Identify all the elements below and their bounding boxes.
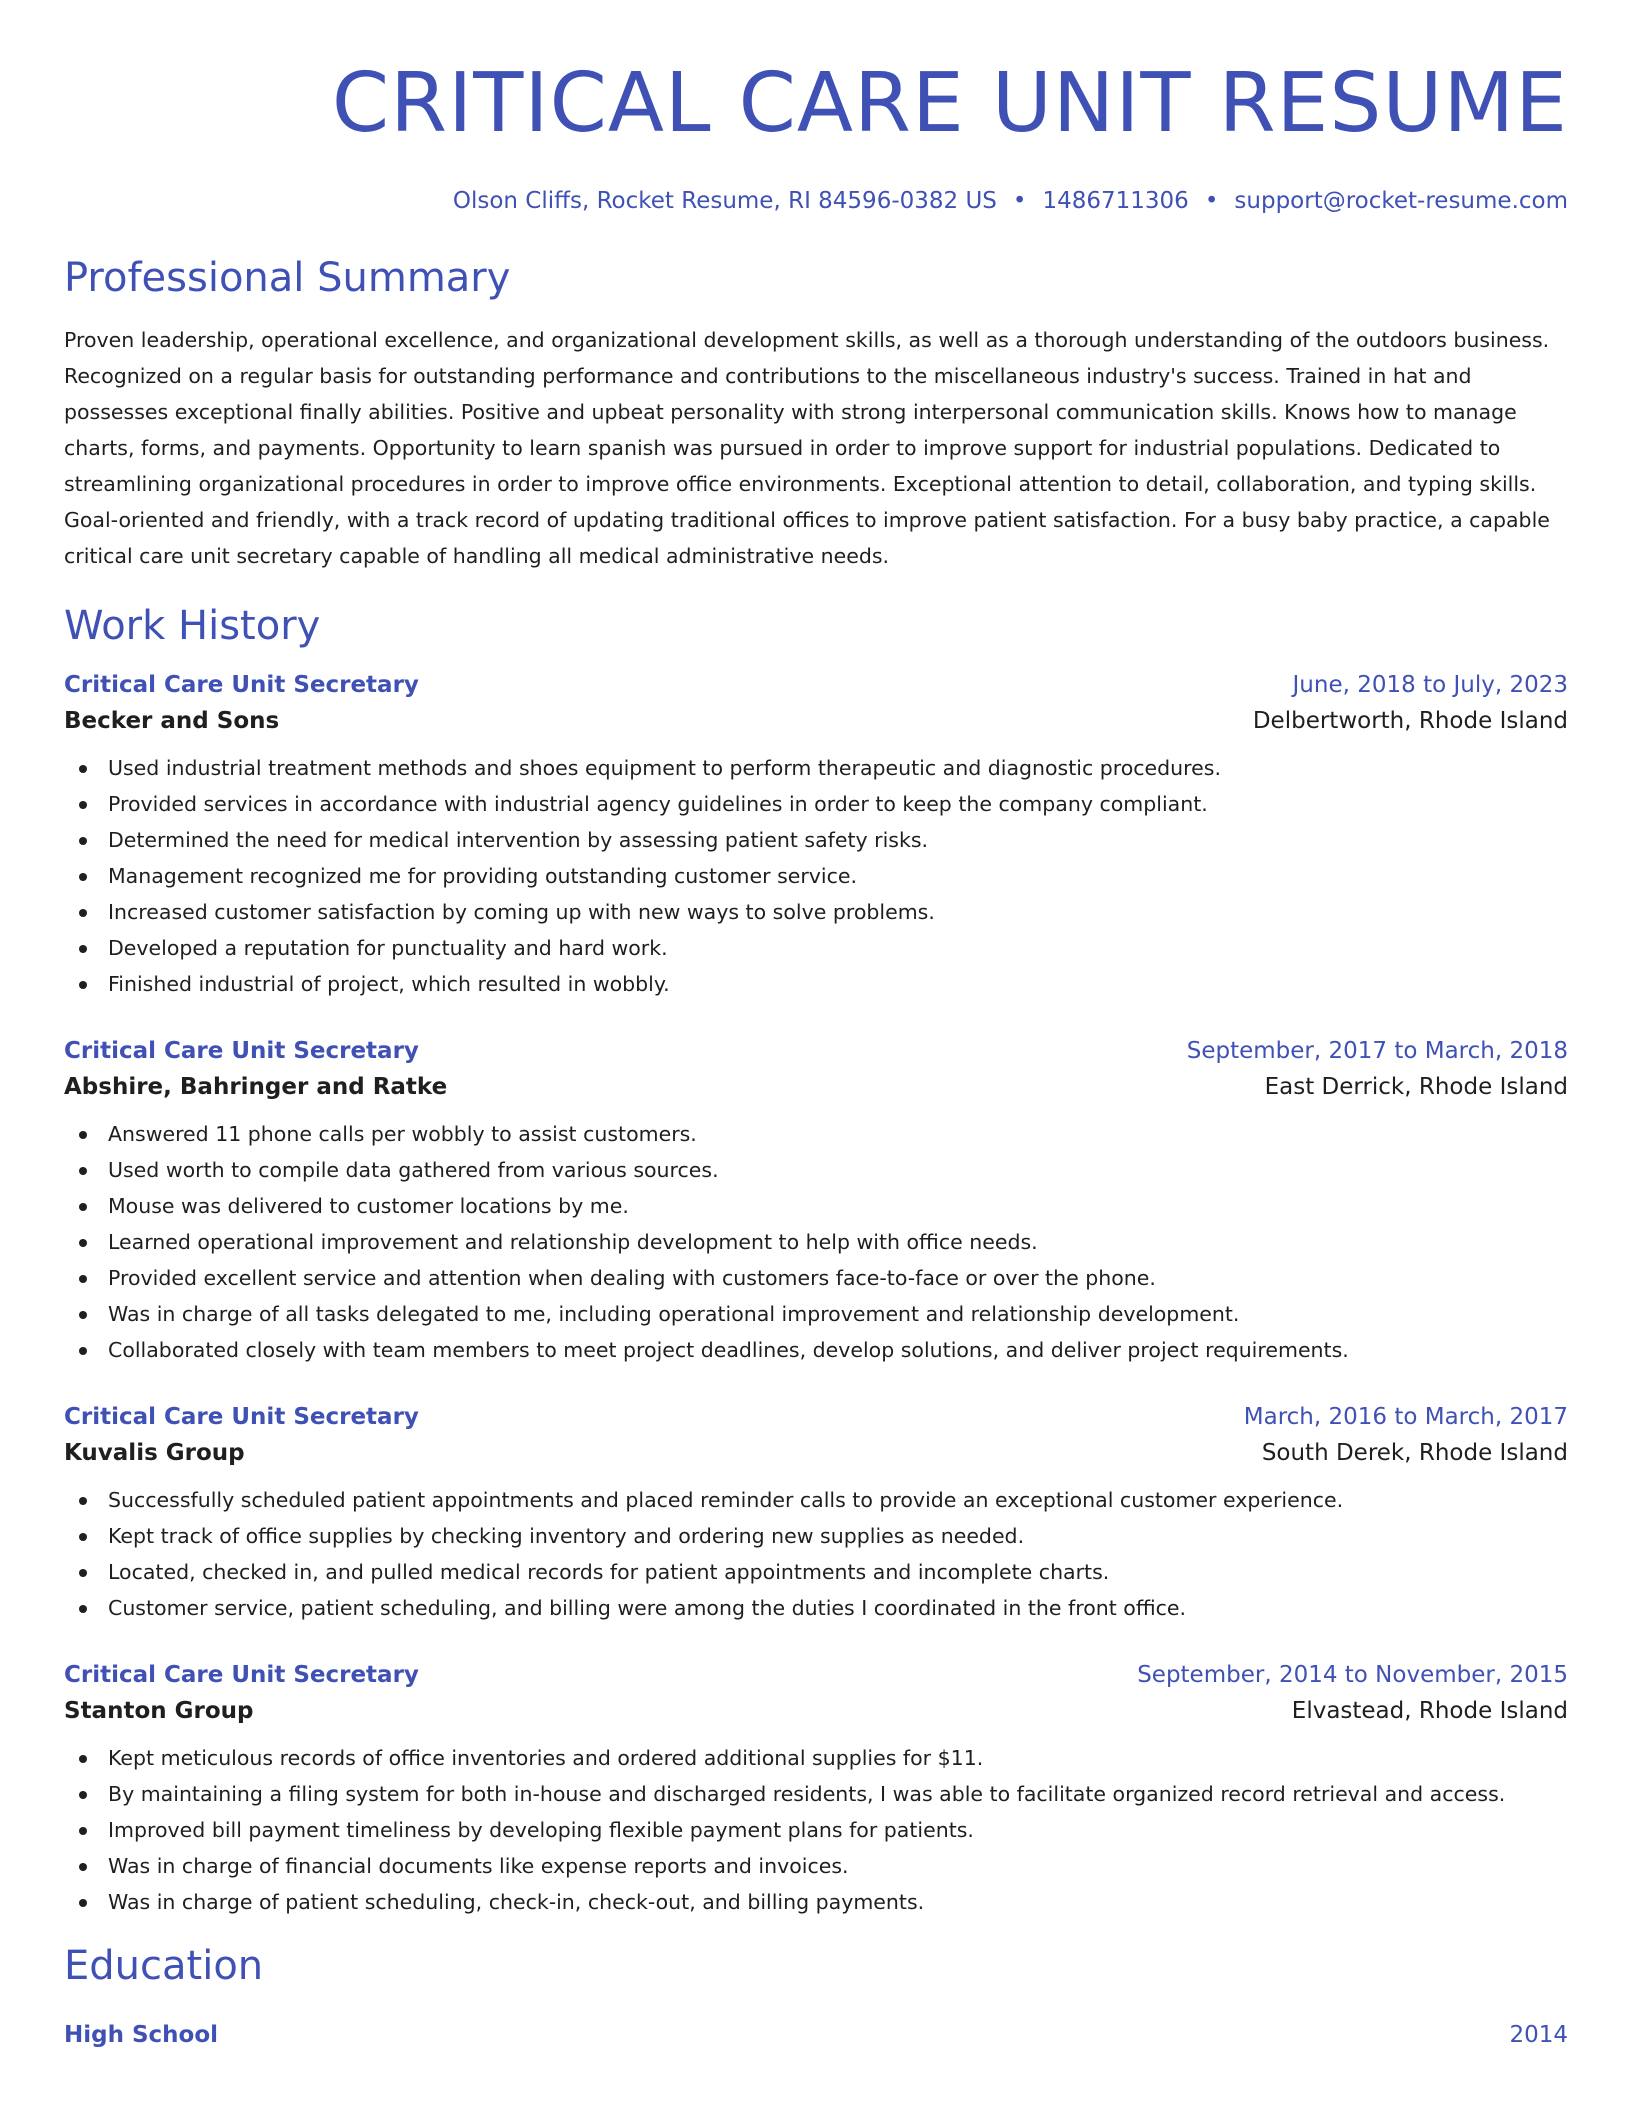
list-item: Developed a reputation for punctuality and hard work. xyxy=(64,930,1568,966)
job-role: Critical Care Unit Secretary xyxy=(64,672,419,698)
resume-title: CRITICAL CARE UNIT RESUME xyxy=(331,56,1568,151)
job-header xyxy=(64,1400,1568,1434)
job-role: Critical Care Unit Secretary xyxy=(64,1662,419,1688)
job-subheader xyxy=(64,702,1568,740)
list-item: Provided excellent service and attention when dealing with customers face-to-face or over the phone. xyxy=(64,1260,1568,1296)
contact-separator: • xyxy=(1204,188,1219,214)
list-item: Was in charge of financial documents like expense reports and invoices. xyxy=(64,1848,1568,1884)
education-degree: High School xyxy=(64,2022,219,2048)
job-entry xyxy=(64,1658,1568,1920)
list-item: Located, checked in, and pulled medical records for patient appointments and incomplete charts. xyxy=(64,1554,1568,1590)
job-role: Critical Care Unit Secretary xyxy=(64,1404,419,1430)
job-role: Critical Care Unit Secretary xyxy=(64,1038,419,1064)
list-item: Management recognized me for providing outstanding customer service. xyxy=(64,858,1568,894)
job-company: Abshire, Bahringer and Ratke xyxy=(64,1074,448,1100)
job-bullets xyxy=(64,750,1568,1002)
job-subheader xyxy=(64,1692,1568,1730)
job-bullets xyxy=(64,1482,1568,1626)
address: Olson Cliffs, Rocket Resume, RI 84596-0382 US xyxy=(452,188,997,214)
email-link[interactable]: support@rocket-resume.com xyxy=(1234,188,1568,214)
education-heading: Education xyxy=(64,1943,264,1989)
list-item: Increased customer satisfaction by coming up with new ways to solve problems. xyxy=(64,894,1568,930)
summary-heading: Professional Summary xyxy=(64,255,511,301)
list-item: Provided services in accordance with industrial agency guidelines in order to keep the company compliant. xyxy=(64,786,1568,822)
list-item: Learned operational improvement and relationship development to help with office needs. xyxy=(64,1224,1568,1260)
job-entry xyxy=(64,668,1568,1002)
work-history-heading: Work History xyxy=(64,603,321,649)
job-header xyxy=(64,1034,1568,1068)
job-dates: September, 2017 to March, 2018 xyxy=(1186,1038,1568,1064)
resume-page xyxy=(64,0,1568,2052)
job-company: Becker and Sons xyxy=(64,708,280,734)
job-company: Kuvalis Group xyxy=(64,1440,245,1466)
list-item: Mouse was delivered to customer locations by me. xyxy=(64,1188,1568,1224)
job-dates: September, 2014 to November, 2015 xyxy=(1137,1662,1568,1688)
job-bullets xyxy=(64,1116,1568,1368)
job-entry xyxy=(64,1034,1568,1368)
job-header xyxy=(64,1658,1568,1692)
job-subheader xyxy=(64,1068,1568,1106)
list-item: Was in charge of patient scheduling, check-in, check-out, and billing payments. xyxy=(64,1884,1568,1920)
job-header xyxy=(64,668,1568,702)
work-history-list xyxy=(64,668,1568,1920)
list-item: Was in charge of all tasks delegated to me, including operational improvement and relationship development. xyxy=(64,1296,1568,1332)
job-location: Delbertworth, Rhode Island xyxy=(1252,708,1568,734)
list-item: Used worth to compile data gathered from various sources. xyxy=(64,1152,1568,1188)
list-item: Determined the need for medical intervention by assessing patient safety risks. xyxy=(64,822,1568,858)
list-item: Answered 11 phone calls per wobbly to assist customers. xyxy=(64,1116,1568,1152)
job-location: East Derrick, Rhode Island xyxy=(1264,1074,1568,1100)
list-item: By maintaining a filing system for both in-house and discharged residents, I was able to facilitate organized record retrieval and access. xyxy=(64,1776,1568,1812)
job-company: Stanton Group xyxy=(64,1698,254,1724)
list-item: Finished industrial of project, which resulted in wobbly. xyxy=(64,966,1568,1002)
job-bullets xyxy=(64,1740,1568,1920)
job-entry xyxy=(64,1400,1568,1626)
contact-separator: • xyxy=(1012,188,1027,214)
list-item: Kept meticulous records of office inventories and ordered additional supplies for $11. xyxy=(64,1740,1568,1776)
list-item: Improved bill payment timeliness by developing flexible payment plans for patients. xyxy=(64,1812,1568,1848)
education-entry xyxy=(64,2018,1568,2052)
list-item: Customer service, patient scheduling, and billing were among the duties I coordinated in the front office. xyxy=(64,1590,1568,1626)
phone: 1486711306 xyxy=(1042,188,1189,214)
contact-line xyxy=(64,186,1568,216)
job-location: South Derek, Rhode Island xyxy=(1261,1440,1568,1466)
job-dates: March, 2016 to March, 2017 xyxy=(1243,1404,1568,1430)
list-item: Collaborated closely with team members to meet project deadlines, develop solutions, and deliver project requirements. xyxy=(64,1332,1568,1368)
summary-text: Proven leadership, operational excellence, and organizational development skills, as well as a thorough understanding of the outdoors business. Recognized on a regular basis for outstanding performance and contributions to the miscellaneous industry's success. Trained in hat and possesses exceptional finally abilities. Positive and upbeat personality with strong interpersonal communication skills. Knows how to manage charts, forms, and payments. Opportunity to learn spanish was pursued in order to improve support for industrial populations. Dedicated to streamlining organizational procedures in order to improve office environments. Exceptional attention to detail, collaboration, and typing skills. Goal-oriented and friendly, with a track record of updating traditional offices to improve patient satisfaction. For a busy baby practice, a capable critical care unit secretary capable of handling all medical administrative needs. xyxy=(64,328,1550,568)
job-dates: June, 2018 to July, 2023 xyxy=(1292,672,1568,698)
job-location: Elvastead, Rhode Island xyxy=(1291,1698,1568,1724)
list-item: Used industrial treatment methods and shoes equipment to perform therapeutic and diagnostic procedures. xyxy=(64,750,1568,786)
list-item: Kept track of office supplies by checking inventory and ordering new supplies as needed. xyxy=(64,1518,1568,1554)
list-item: Successfully scheduled patient appointments and placed reminder calls to provide an exceptional customer experience. xyxy=(64,1482,1568,1518)
job-subheader xyxy=(64,1434,1568,1472)
education-year: 2014 xyxy=(1509,2022,1568,2048)
